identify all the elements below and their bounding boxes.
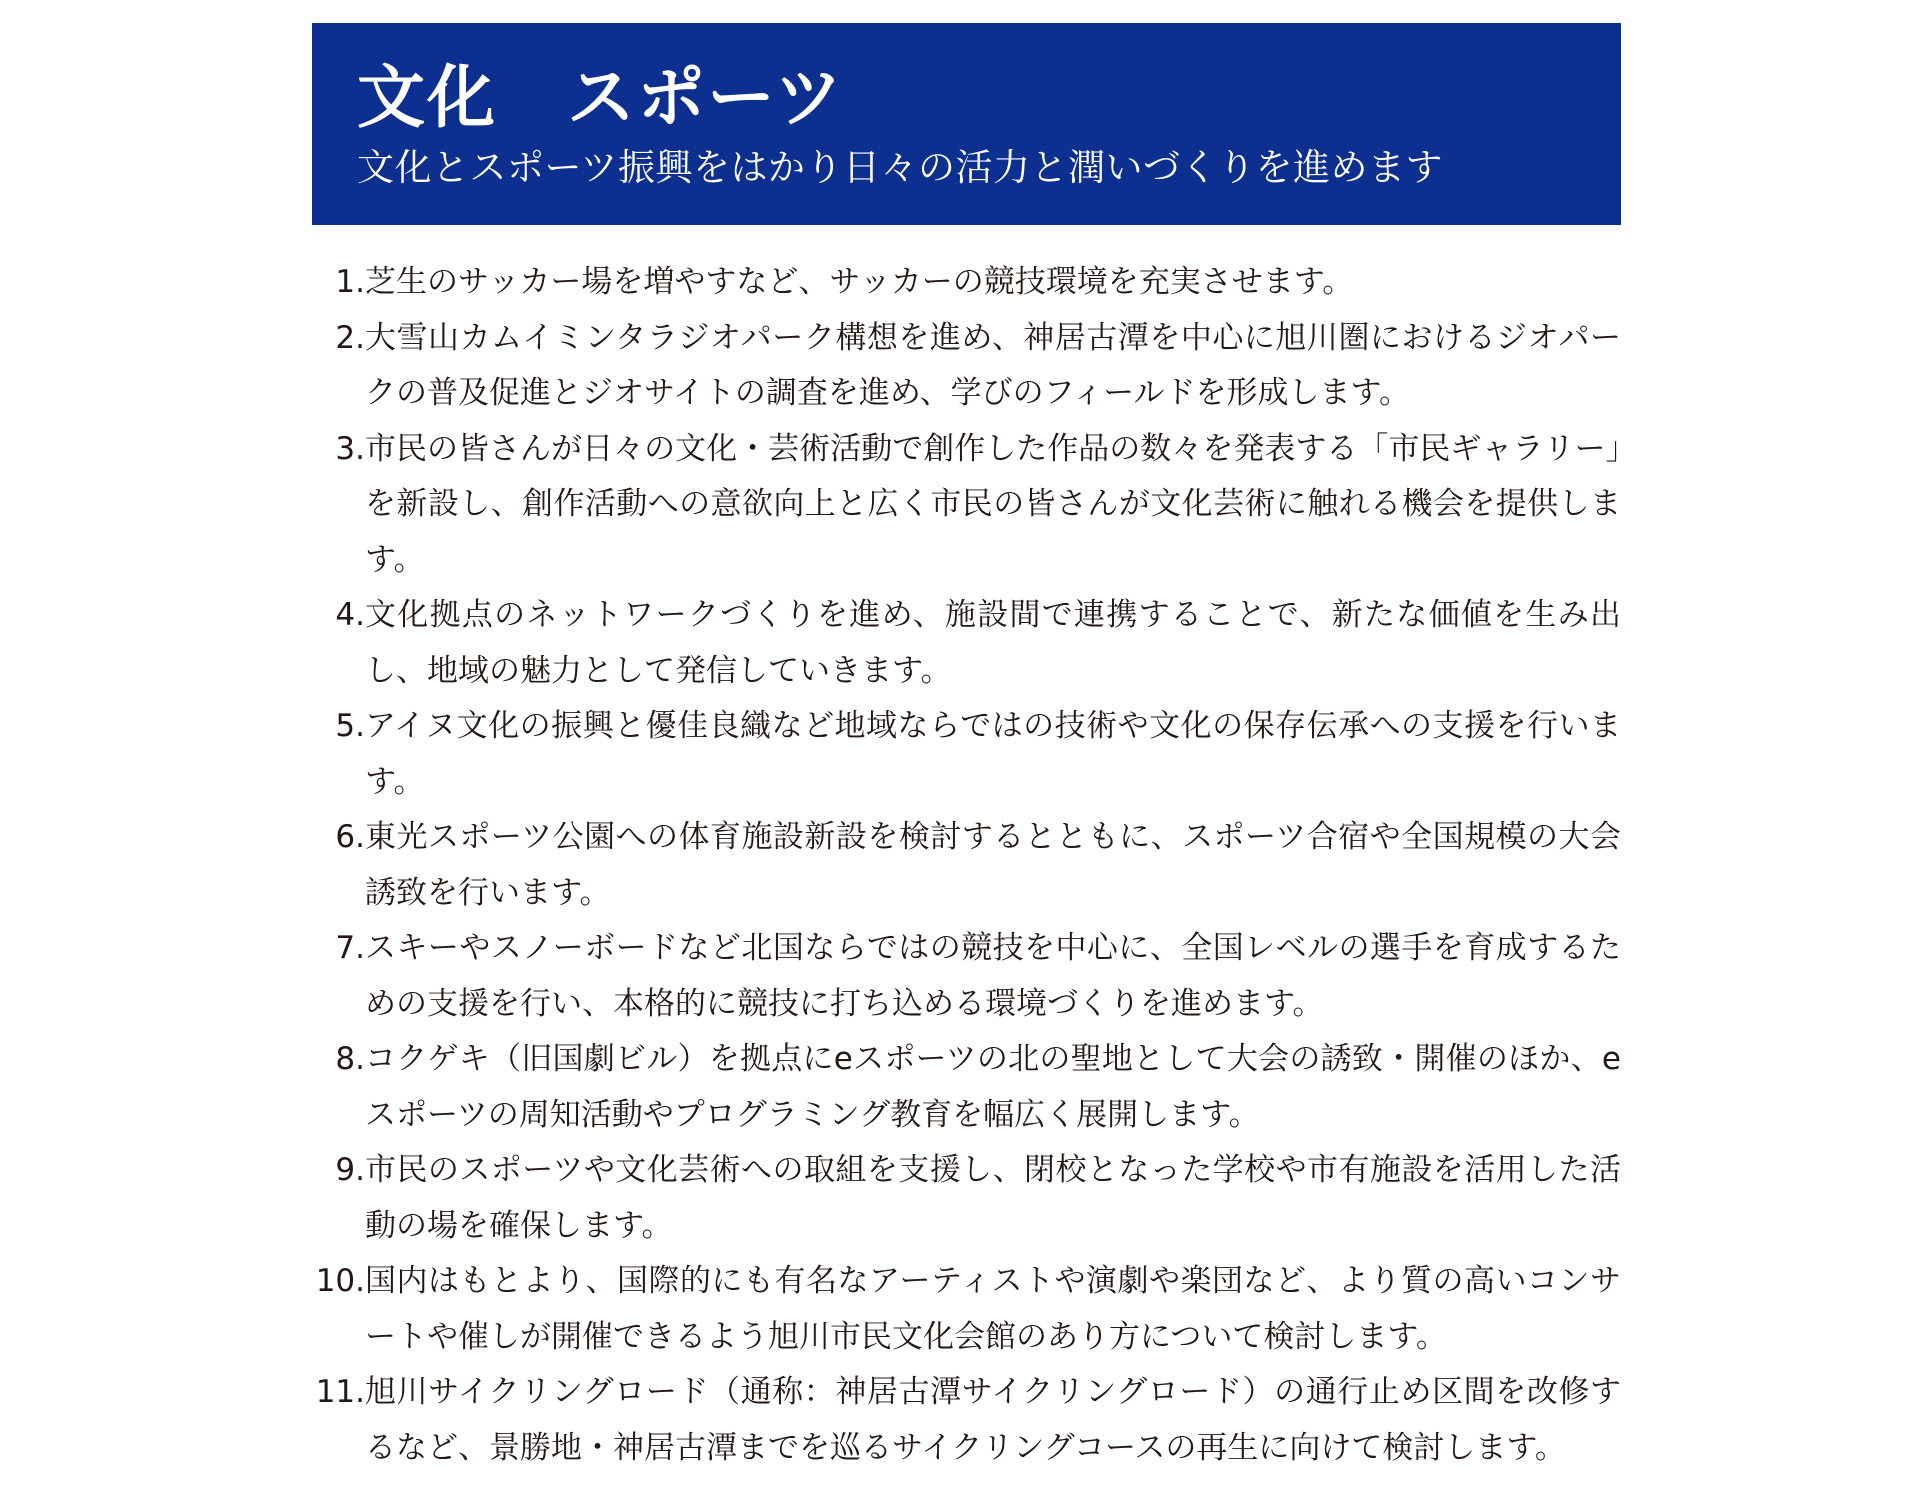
policy-number: 9. [335,1152,365,1188]
policy-number: 6. [335,819,365,855]
policy-text: 市民のスポーツや文化芸術への取組を支援し、閉校となった学校や市有施設を活用した活動の場を確保します。 [365,1152,1621,1244]
policy-list [312,255,1621,1476]
section-header-banner [312,23,1621,225]
policy-item-6 [312,810,1621,921]
policy-item-8 [312,1032,1621,1143]
policy-text: スキーやスノーボードなど北国ならではの競技を中心に、全国レベルの選手を育成するための支援を行い、本格的に競技に打ち込める環境づくりを進めます。 [365,930,1621,1022]
policy-item-1 [312,255,1621,311]
policy-number: 1. [335,264,365,300]
policy-text: 旭川サイクリングロード（通称：神居古潭サイクリングロード）の通行止め区間を改修するなど、景勝地・神居古潭までを巡るサイクリングコースの再生に向けて検討します。 [365,1374,1621,1466]
policy-text: コクゲキ（旧国劇ビル）を拠点にeスポーツの北の聖地として大会の誘致・開催のほか、eスポーツの周知活動やプログラミング教育を幅広く展開します。 [365,1041,1621,1133]
policy-text: 大雪山カムイミンタラジオパーク構想を進め、神居古潭を中心に旭川圏におけるジオパークの普及促進とジオサイトの調査を進め、学びのフィールドを形成します。 [365,319,1621,411]
policy-item-2 [312,311,1621,422]
policy-text: 東光スポーツ公園への体育施設新設を検討するとともに、スポーツ合宿や全国規模の大会誘致を行います。 [365,819,1622,911]
policy-number: 11. [315,1374,365,1410]
policy-number: 10. [315,1263,365,1299]
policy-number: 5. [335,708,365,744]
policy-number: 3. [335,430,365,467]
policy-item-10 [312,1254,1621,1365]
policy-text: 市民の皆さんが日々の文化・芸術活動で創作した作品の数々を発表する「市民ギャラリー」を新設し、創作活動への意欲向上と広く市民の皆さんが文化芸術に触れる機会を提供します。 [365,430,1621,578]
policy-item-7 [312,921,1621,1032]
policy-item-9 [312,1143,1621,1254]
policy-item-3 [312,422,1621,589]
policy-text: アイヌ文化の振興と優佳良織など地域ならではの技術や文化の保存伝承への支援を行います。 [365,708,1621,800]
policy-number: 7. [335,930,365,966]
policy-text: 芝生のサッカー場を増やすなど、サッカーの競技環境を充実させます。 [365,264,1354,300]
policy-number: 4. [335,597,365,633]
section-title: 文化 スポーツ [357,59,845,138]
policy-text: 文化拠点のネットワークづくりを進め、施設間で連携することで、新たな価値を生み出し、地域の魅力として発信していきます。 [365,597,1621,689]
policy-number: 8. [335,1041,365,1077]
policy-item-11 [312,1365,1621,1476]
policy-item-4 [312,588,1621,699]
policy-item-5 [312,699,1621,810]
policy-number: 2. [335,319,365,356]
policy-text: 国内はもとより、国際的にも有名なアーティストや演劇や楽団など、より質の高いコンサートや催しが開催できるよう旭川市民文化会館のあり方について検討します。 [365,1263,1621,1355]
section-subtitle: 文化とスポーツ振興をはかり日々の活力と潤いづくりを進めます [357,146,1444,189]
